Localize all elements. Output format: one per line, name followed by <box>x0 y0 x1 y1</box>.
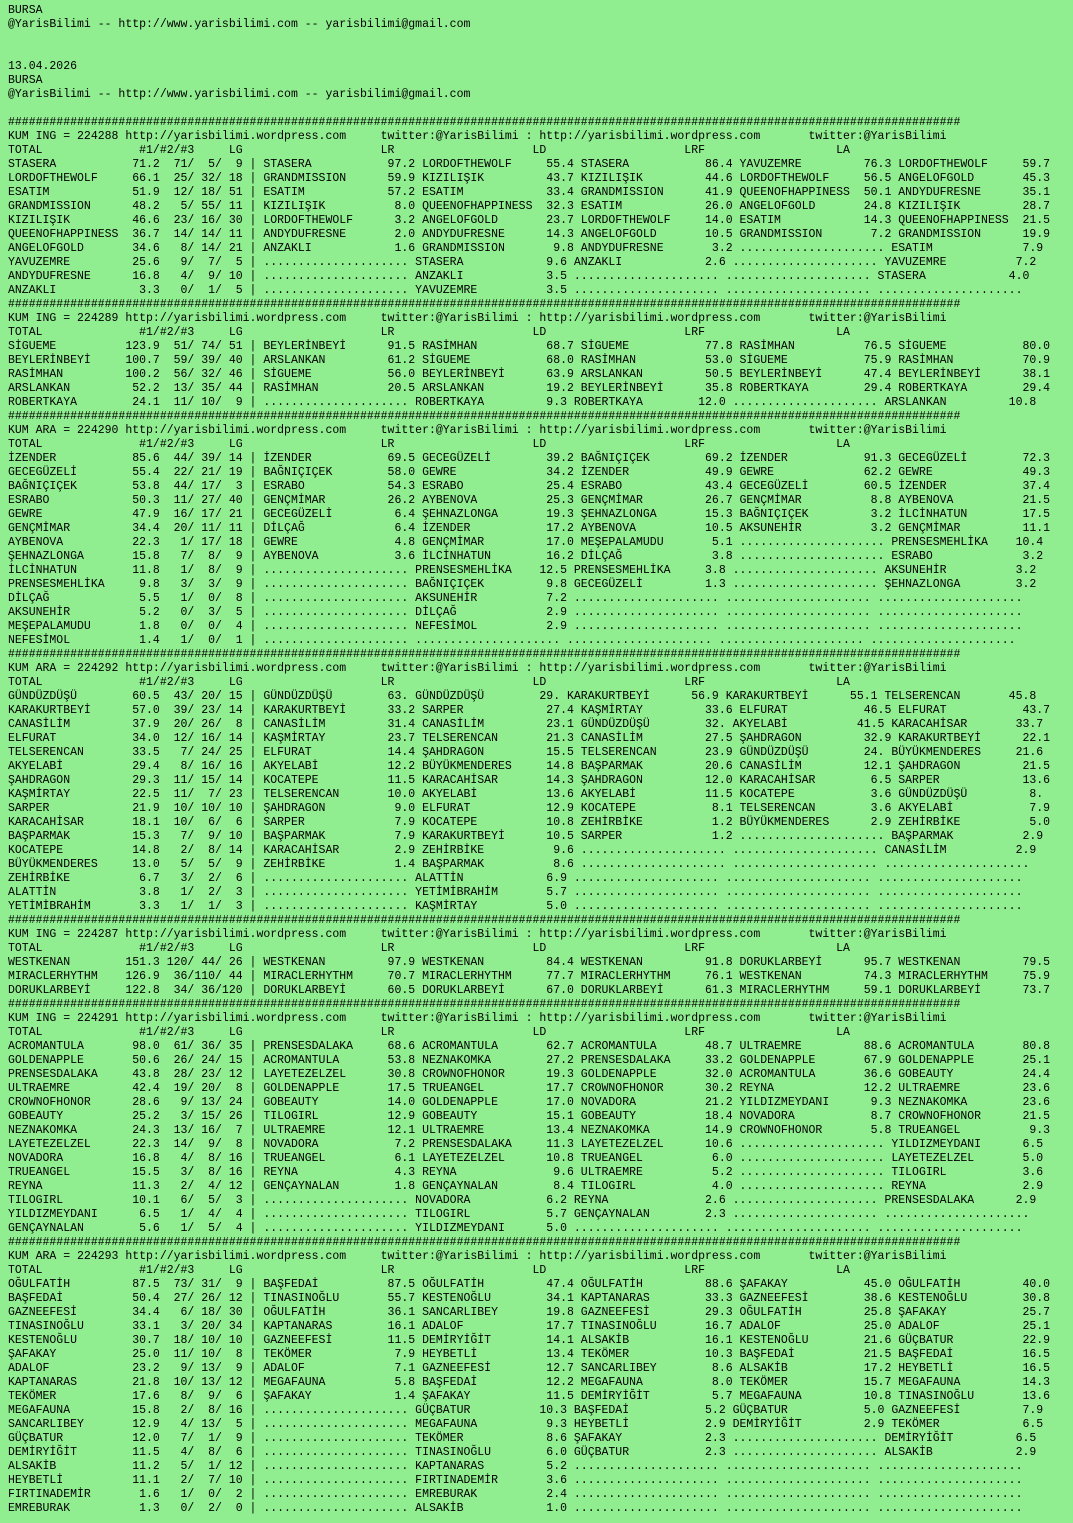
result-line: ZEHİRBİKE 6.7 3/ 2/ 6 | ..................... ALATTİN 6.9 ..................... ..................... ..................... <box>8 872 1023 885</box>
result-line: LAYETEZELZEL 22.3 14/ 9/ 8 | NOVADORA 7.2 PRENSESDALAKA 11.3 LAYETEZELZEL 10.6 ..................... YILDIZMEYDANI 6.5 <box>8 1138 1044 1151</box>
result-line: BEYLERİNBEYİ 100.7 59/ 39/ 40 | ARSLANKAN 61.2 SİGUEME 68.0 RASİMHAN 53.0 SİGUEME 75.9 RASİMHAN 70.9 <box>8 354 1051 367</box>
header-contact-repeat: @YarisBilimi -- http://www.yarisbilimi.com -- yarisbilimi@gmail.com <box>8 88 471 101</box>
result-line: WESTKENAN 151.3 120/ 44/ 26 | WESTKENAN 97.9 WESTKENAN 84.4 WESTKENAN 91.8 DORUKLARBEYİ 95.7 WESTKENAN 79.5 <box>8 956 1051 969</box>
result-line: ŞAFAKAY 25.0 11/ 10/ 8 | TEKÖMER 7.9 HEYBETLİ 13.4 TEKÖMER 10.3 BAŞFEDAİ 21.5 BAŞFEDAİ 16.5 <box>8 1348 1051 1361</box>
result-line: KAPTANARAS 21.8 10/ 13/ 12 | MEGAFAUNA 5.8 BAŞFEDAİ 12.2 MEGAFAUNA 8.0 TEKÖMER 15.7 MEGAFAUNA 14.3 <box>8 1376 1051 1389</box>
result-line: BAŞPARMAK 15.3 7/ 9/ 10 | BAŞPARMAK 7.9 KARAKURTBEYİ 10.5 SARPER 1.2 ..................... BAŞPARMAK 2.9 <box>8 830 1044 843</box>
header-city-repeat: BURSA <box>8 74 43 87</box>
result-line: GENÇMİMAR 34.4 20/ 11/ 11 | DİLÇAĞ 6.4 İZENDER 17.2 AYBENOVA 10.5 AKSUNEHİR 3.2 GENÇMİMAR 11.1 <box>8 522 1051 535</box>
result-line: KESTENOĞLU 30.7 18/ 10/ 10 | GAZNEEFESİ 11.5 DEMİRYİĞİT 14.1 ALSAKİB 16.1 KESTENOĞLU 21.6 GÜÇBATUR 22.9 <box>8 1334 1051 1347</box>
result-line: GRANDMISSION 48.2 5/ 55/ 11 | KIZILIŞIK 8.0 QUEENOFHAPPINESS 32.3 ESATIM 26.0 ANGELOFGOLD 24.8 KIZILIŞIK 28.7 <box>8 200 1051 213</box>
result-line: YILDIZMEYDANI 6.5 1/ 4/ 4 | ..................... TILOGIRL 5.7 GENÇAYNALAN 2.3 ..................... ..................... <box>8 1208 1030 1221</box>
result-line: TOTAL #1/#2/#3 LG LR LD LRF LA <box>8 438 850 451</box>
result-line: GÜÇBATUR 12.0 7/ 1/ 9 | ..................... TEKÖMER 8.6 ŞAFAKAY 2.3 ..................... DEMİRYİĞİT 6.5 <box>8 1432 1037 1445</box>
result-line: AYBENOVA 22.3 1/ 17/ 18 | GEWRE 4.8 GENÇMİMAR 17.0 MEŞEPALAMUDU 5.1 ..................... PRENSESMEHLİKA 10.4 <box>8 536 1044 549</box>
blank-line <box>8 102 1073 116</box>
result-line: CANASİLİM 37.9 20/ 26/ 8 | CANASİLİM 31.4 CANASİLİM 23.1 GÜNDÜZDÜŞÜ 32. AKYELABİ 41.5 KARACAHİSAR 33.7 <box>8 718 1044 731</box>
result-line: REYNA 11.3 2/ 4/ 12 | GENÇAYNALAN 1.8 GENÇAYNALAN 8.4 TILOGIRL 4.0 ..................... REYNA 2.9 <box>8 1180 1044 1193</box>
result-line: KUM ARA = 224293 http://yarisbilimi.wordpress.com twitter:@YarisBilimi : http://yarisbilimi.wordpress.com twitter:@YarisBilimi <box>8 1250 947 1263</box>
result-line: ########################################################################################################################################## <box>8 116 961 129</box>
report-date: 13.04.2026 <box>8 60 78 73</box>
result-line: YAVUZEMRE 25.6 9/ 7/ 5 | ..................... STASERA 9.6 ANZAKLI 2.6 ..................... YAVUZEMRE 7.2 <box>8 256 1037 269</box>
result-line: TOTAL #1/#2/#3 LG LR LD LRF LA <box>8 326 850 339</box>
result-line: KUM ING = 224287 http://yarisbilimi.wordpress.com twitter:@YarisBilimi : http://yarisbilimi.wordpress.com twitter:@YarisBilimi <box>8 928 947 941</box>
result-line: ALATTİN 3.8 1/ 2/ 3 | ..................... YETİMİBRAHİM 5.7 ..................... ..................... ..................... <box>8 886 1023 899</box>
result-line: LORDOFTHEWOLF 66.1 25/ 32/ 18 | GRANDMISSION 59.9 KIZILIŞIK 43.7 KIZILIŞIK 44.6 LORDOFTHEWOLF 56.5 ANGELOFGOLD 45.3 <box>8 172 1051 185</box>
result-line: GENÇAYNALAN 5.6 1/ 5/ 4 | ..................... YILDIZMEYDANI 5.0 ..................... ..................... ..................... <box>8 1222 1023 1235</box>
result-line: BAŞFEDAİ 50.4 27/ 26/ 12 | TINASINOĞLU 55.7 KESTENOĞLU 34.1 KAPTANARAS 33.3 GAZNEEFESİ 38.6 KESTENOĞLU 30.8 <box>8 1292 1051 1305</box>
result-line: CROWNOFHONOR 28.6 9/ 13/ 24 | GOBEAUTY 14.0 GOLDENAPPLE 17.0 NOVADORA 21.2 YILDIZMEYDANI 9.3 NEZNAKOMKA 23.6 <box>8 1096 1051 1109</box>
result-line: SARPER 21.9 10/ 10/ 10 | ŞAHDRAGON 9.0 ELFURAT 12.9 KOCATEPE 8.1 TELSERENCAN 3.6 AKYELABİ 7.9 <box>8 802 1051 815</box>
result-line: TINASINOĞLU 33.1 3/ 20/ 34 | KAPTANARAS 16.1 ADALOF 17.7 TINASINOĞLU 16.7 ADALOF 25.0 ADALOF 25.1 <box>8 1320 1051 1333</box>
result-line: AKSUNEHİR 5.2 0/ 3/ 5 | ..................... DİLÇAĞ 2.9 ..................... ..................... ..................... <box>8 606 1023 619</box>
result-line: İZENDER 85.6 44/ 39/ 14 | İZENDER 69.5 GECEGÜZELİ 39.2 BAĞNIÇIÇEK 69.2 İZENDER 91.3 GECEGÜZELİ 72.3 <box>8 452 1051 465</box>
result-line: ANGELOFGOLD 34.6 8/ 14/ 21 | ANZAKLI 1.6 GRANDMISSION 9.8 ANDYDUFRESNE 3.2 ..................... ESATIM 7.9 <box>8 242 1044 255</box>
blank-line <box>8 32 1073 46</box>
result-line: BÜYÜKMENDERES 13.0 5/ 5/ 9 | ZEHİRBİKE 1.4 BAŞPARMAK 8.6 ..................... ..................... ..................... <box>8 858 1030 871</box>
result-line: PRENSESDALAKA 43.8 28/ 23/ 12 | LAYETEZELZEL 30.8 CROWNOFHONOR 19.3 GOLDENAPPLE 32.0 ACROMANTULA 36.6 GOBEAUTY 24.4 <box>8 1068 1051 1081</box>
result-line: QUEENOFHAPPINESS 36.7 14/ 14/ 11 | ANDYDUFRESNE 2.0 ANDYDUFRESNE 14.3 ANGELOFGOLD 10.5 GRANDMISSION 7.2 GRANDMISSION 19.9 <box>8 228 1051 241</box>
result-line: GAZNEEFESİ 34.4 6/ 18/ 30 | OĞULFATİH 36.1 SANCARLIBEY 19.8 GAZNEEFESİ 29.3 OĞULFATİH 25.8 ŞAFAKAY 25.7 <box>8 1306 1051 1319</box>
result-line: ARSLANKAN 52.2 13/ 35/ 44 | RASİMHAN 20.5 ARSLANKAN 19.2 BEYLERİNBEYİ 35.8 ROBERTKAYA 29.4 ROBERTKAYA 29.4 <box>8 382 1051 395</box>
result-line: ########################################################################################################################################## <box>8 410 961 423</box>
result-line: NEFESİMOL 1.4 1/ 0/ 1 | ..................... ..................... ..................... ..................... ..................... <box>8 634 1016 647</box>
result-line: GOBEAUTY 25.2 3/ 15/ 26 | TILOGIRL 12.9 GOBEAUTY 15.1 GOBEAUTY 18.4 NOVADORA 8.7 CROWNOFHONOR 21.5 <box>8 1110 1051 1123</box>
result-line: TOTAL #1/#2/#3 LG LR LD LRF LA <box>8 1264 850 1277</box>
result-line: HEYBETLİ 11.1 2/ 7/ 10 | ..................... FIRTINADEMİR 3.6 ..................... ..................... ..................... <box>8 1474 1023 1487</box>
result-line: FIRTINADEMİR 1.6 1/ 0/ 2 | ..................... EMREBURAK 2.4 ..................... ..................... ..................... <box>8 1488 1023 1501</box>
result-line: EMREBURAK 1.3 0/ 2/ 0 | ..................... ALSAKİB 1.0 ..................... ..................... ..................... <box>8 1502 1023 1515</box>
result-line: ########################################################################################################################################## <box>8 298 961 311</box>
result-line: DORUKLARBEYİ 122.8 34/ 36/120 | DORUKLARBEYİ 60.5 DORUKLARBEYİ 67.0 DORUKLARBEYİ 61.3 MIRACLERHYTHM 59.1 DORUKLARBEYİ 73.7 <box>8 984 1051 997</box>
result-line: TOTAL #1/#2/#3 LG LR LD LRF LA <box>8 144 850 157</box>
result-line: KIZILIŞIK 46.6 23/ 16/ 30 | LORDOFTHEWOLF 3.2 ANGELOFGOLD 23.7 LORDOFTHEWOLF 14.0 ESATIM 14.3 QUEENOFHAPPINESS 21.5 <box>8 214 1051 227</box>
result-line: TEKÖMER 17.6 8/ 9/ 6 | ŞAFAKAY 1.4 ŞAFAKAY 11.5 DEMİRYİĞİT 5.7 MEGAFAUNA 10.8 TINASINOĞLU 13.6 <box>8 1390 1051 1403</box>
result-line: GEWRE 47.9 16/ 17/ 21 | GECEGÜZELİ 6.4 ŞEHNAZLONGA 19.3 ŞEHNAZLONGA 15.3 BAĞNIÇIÇEK 3.2 İLCİNHATUN 17.5 <box>8 508 1051 521</box>
blank-line <box>8 46 1073 60</box>
result-line: ŞAHDRAGON 29.3 11/ 15/ 14 | KOCATEPE 11.5 KARACAHİSAR 14.3 ŞAHDRAGON 12.0 KARACAHİSAR 6.5 SARPER 13.6 <box>8 774 1051 787</box>
result-line: RASİMHAN 100.2 56/ 32/ 46 | SİGUEME 56.0 BEYLERİNBEYİ 63.9 ARSLANKAN 50.5 BEYLERİNBEYİ 47.4 BEYLERİNBEYİ 38.1 <box>8 368 1051 381</box>
result-line: BAĞNIÇIÇEK 53.8 44/ 17/ 3 | ESRABO 54.3 ESRABO 25.4 ESRABO 43.4 GECEGÜZELİ 60.5 İZENDER 37.4 <box>8 480 1051 493</box>
result-line: KUM ARA = 224292 http://yarisbilimi.wordpress.com twitter:@YarisBilimi : http://yarisbilimi.wordpress.com twitter:@YarisBilimi <box>8 662 947 675</box>
result-line: ELFURAT 34.0 12/ 16/ 14 | KAŞMİRTAY 23.7 TELSERENCAN 21.3 CANASİLİM 27.5 ŞAHDRAGON 32.9 KARAKURTBEYİ 22.1 <box>8 732 1051 745</box>
result-line: TOTAL #1/#2/#3 LG LR LD LRF LA <box>8 1026 850 1039</box>
result-line: ADALOF 23.2 9/ 13/ 9 | ADALOF 7.1 GAZNEEFESİ 12.7 SANCARLIBEY 8.6 ALSAKİB 17.2 HEYBETLİ 16.5 <box>8 1362 1051 1375</box>
result-line: STASERA 71.2 71/ 5/ 9 | STASERA 97.2 LORDOFTHEWOLF 55.4 STASERA 86.4 YAVUZEMRE 76.3 LORDOFTHEWOLF 59.7 <box>8 158 1051 171</box>
race-results-listing <box>8 116 1073 1516</box>
result-line: ALSAKİB 11.2 5/ 1/ 12 | ..................... KAPTANARAS 5.2 ..................... ..................... ..................... <box>8 1460 1023 1473</box>
result-line: KUM ARA = 224290 http://yarisbilimi.wordpress.com twitter:@YarisBilimi : http://yarisbilimi.wordpress.com twitter:@YarisBilimi <box>8 424 947 437</box>
result-line: MEŞEPALAMUDU 1.8 0/ 0/ 4 | ..................... NEFESİMOL 2.9 ..................... ..................... ..................... <box>8 620 1023 633</box>
result-line: TOTAL #1/#2/#3 LG LR LD LRF LA <box>8 676 850 689</box>
result-line: GÜNDÜZDÜŞÜ 60.5 43/ 20/ 15 | GÜNDÜZDÜŞÜ 63. GÜNDÜZDÜŞÜ 29. KARAKURTBEYİ 56.9 KARAKURTBEYİ 55.1 TELSERENCAN 45.8 <box>8 690 1037 703</box>
result-line: AKYELABİ 29.4 8/ 16/ 16 | AKYELABİ 12.2 BÜYÜKMENDERES 14.8 BAŞPARMAK 20.6 CANASİLİM 12.1 ŞAHDRAGON 21.5 <box>8 760 1051 773</box>
result-line: KUM ING = 224289 http://yarisbilimi.wordpress.com twitter:@YarisBilimi : http://yarisbilimi.wordpress.com twitter:@YarisBilimi <box>8 312 947 325</box>
result-line: ########################################################################################################################################## <box>8 1236 961 1249</box>
result-line: ANZAKLI 3.3 0/ 1/ 5 | ..................... YAVUZEMRE 3.5 ..................... ..................... ..................... <box>8 284 1023 297</box>
result-line: KUM ING = 224288 http://yarisbilimi.wordpress.com twitter:@YarisBilimi : http://yarisbilimi.wordpress.com twitter:@YarisBilimi <box>8 130 947 143</box>
result-line: TRUEANGEL 15.5 3/ 8/ 16 | REYNA 4.3 REYNA 9.6 ULTRAEMRE 5.2 ..................... TILOGIRL 3.6 <box>8 1166 1044 1179</box>
result-line: ANDYDUFRESNE 16.8 4/ 9/ 10 | ..................... ANZAKLI 3.5 ..................... ..................... STASERA 4.0 <box>8 270 1030 283</box>
result-line: KUM ING = 224291 http://yarisbilimi.wordpress.com twitter:@YarisBilimi : http://yarisbilimi.wordpress.com twitter:@YarisBilimi <box>8 1012 947 1025</box>
result-line: KAŞMİRTAY 22.5 11/ 7/ 23 | TELSERENCAN 10.0 AKYELABİ 13.6 AKYELABİ 11.5 KOCATEPE 3.6 GÜNDÜZDÜŞÜ 8. <box>8 788 1044 801</box>
result-line: GECEGÜZELİ 55.4 22/ 21/ 19 | BAĞNIÇIÇEK 58.0 GEWRE 34.2 İZENDER 49.9 GEWRE 62.2 GEWRE 49.3 <box>8 466 1051 479</box>
header-city: BURSA <box>8 4 43 17</box>
result-line: PRENSESMEHLİKA 9.8 3/ 3/ 9 | ..................... BAĞNIÇIÇEK 9.8 GECEGÜZELİ 1.3 ..................... ŞEHNAZLONGA 3.2 <box>8 578 1037 591</box>
result-line: OĞULFATİH 87.5 73/ 31/ 9 | BAŞFEDAİ 87.5 OĞULFATİH 47.4 OĞULFATİH 88.6 ŞAFAKAY 45.0 OĞULFATİH 40.0 <box>8 1278 1051 1291</box>
result-line: ########################################################################################################################################## <box>8 648 961 661</box>
result-line: ŞEHNAZLONGA 15.8 7/ 8/ 9 | AYBENOVA 3.6 İLCİNHATUN 16.2 DİLÇAĞ 3.8 ..................... ESRABO 3.2 <box>8 550 1044 563</box>
result-line: MIRACLERHYTHM 126.9 36/110/ 44 | MIRACLERHYTHM 70.7 MIRACLERHYTHM 77.7 MIRACLERHYTHM 76.1 WESTKENAN 74.3 MIRACLERHYTHM 75.9 <box>8 970 1051 983</box>
result-line: İLCİNHATUN 11.8 1/ 8/ 9 | ..................... PRENSESMEHLİKA 12.5 PRENSESMEHLİKA 3.8 ..................... AKSUNEHİR 3.2 <box>8 564 1037 577</box>
result-line: TOTAL #1/#2/#3 LG LR LD LRF LA <box>8 942 850 955</box>
result-line: DİLÇAĞ 5.5 1/ 0/ 8 | ..................... AKSUNEHİR 7.2 ..................... ..................... ..................... <box>8 592 1023 605</box>
result-line: NEZNAKOMKA 24.3 13/ 16/ 7 | ULTRAEMRE 12.1 ULTRAEMRE 13.4 NEZNAKOMKA 14.9 CROWNOFHONOR 5.8 TRUEANGEL 9.3 <box>8 1124 1051 1137</box>
result-line: TELSERENCAN 33.5 7/ 24/ 25 | ELFURAT 14.4 ŞAHDRAGON 15.5 TELSERENCAN 23.9 GÜNDÜZDÜŞÜ 24. BÜYÜKMENDERES 21.6 <box>8 746 1044 759</box>
header-contact: @YarisBilimi -- http://www.yarisbilimi.com -- yarisbilimi@gmail.com <box>8 18 471 31</box>
result-line: ########################################################################################################################################## <box>8 914 961 927</box>
result-line: ESRABO 50.3 11/ 27/ 40 | GENÇMİMAR 26.2 AYBENOVA 25.3 GENÇMİMAR 26.7 GENÇMİMAR 8.8 AYBENOVA 21.5 <box>8 494 1051 507</box>
result-line: SANCARLIBEY 12.9 4/ 13/ 5 | ..................... MEGAFAUNA 9.3 HEYBETLİ 2.9 DEMİRYİĞİT 2.9 TEKÖMER 6.5 <box>8 1418 1044 1431</box>
result-line: ROBERTKAYA 24.1 11/ 10/ 9 | ..................... ROBERTKAYA 9.3 ROBERTKAYA 12.0 ..................... ARSLANKAN 10.8 <box>8 396 1037 409</box>
result-line: YETİMİBRAHİM 3.3 1/ 1/ 3 | ..................... KAŞMİRTAY 5.0 ..................... ..................... ..................... <box>8 900 1023 913</box>
result-line: NOVADORA 16.8 4/ 8/ 16 | TRUEANGEL 6.1 LAYETEZELZEL 10.8 TRUEANGEL 6.0 ..................... LAYETEZELZEL 5.0 <box>8 1152 1044 1165</box>
result-line: MEGAFAUNA 15.8 2/ 8/ 16 | ..................... GÜÇBATUR 10.3 BAŞFEDAİ 5.2 GÜÇBATUR 5.0 GAZNEEFESİ 7.9 <box>8 1404 1044 1417</box>
result-line: KOCATEPE 14.8 2/ 8/ 14 | KARACAHİSAR 2.9 ZEHİRBİKE 9.6 ..................... ..................... CANASİLİM 2.9 <box>8 844 1037 857</box>
result-line: ESATIM 51.9 12/ 18/ 51 | ESATIM 57.2 ESATIM 33.4 GRANDMISSION 41.9 QUEENOFHAPPINESS 50.1 ANDYDUFRESNE 35.1 <box>8 186 1051 199</box>
result-line: ########################################################################################################################################## <box>8 998 961 1011</box>
result-line: ACROMANTULA 98.0 61/ 36/ 35 | PRENSESDALAKA 68.6 ACROMANTULA 62.7 ACROMANTULA 48.7 ULTRAEMRE 88.6 ACROMANTULA 80.8 <box>8 1040 1051 1053</box>
result-line: KARAKURTBEYİ 57.0 39/ 23/ 14 | KARAKURTBEYİ 33.2 SARPER 27.4 KAŞMİRTAY 33.6 ELFURAT 46.5 ELFURAT 43.7 <box>8 704 1051 717</box>
result-line: TILOGIRL 10.1 6/ 5/ 3 | ..................... NOVADORA 6.2 REYNA 2.6 ..................... PRENSESDALAKA 2.9 <box>8 1194 1037 1207</box>
result-line: GOLDENAPPLE 50.6 26/ 24/ 15 | ACROMANTULA 53.8 NEZNAKOMKA 27.2 PRENSESDALAKA 33.2 GOLDENAPPLE 67.9 GOLDENAPPLE 25.1 <box>8 1054 1051 1067</box>
result-line: ULTRAEMRE 42.4 19/ 20/ 8 | GOLDENAPPLE 17.5 TRUEANGEL 17.7 CROWNOFHONOR 30.2 REYNA 12.2 ULTRAEMRE 23.6 <box>8 1082 1051 1095</box>
result-line: DEMİRYİĞİT 11.5 4/ 8/ 6 | ..................... TINASINOĞLU 6.0 GÜÇBATUR 2.3 ..................... ALSAKİB 2.9 <box>8 1446 1037 1459</box>
result-line: KARACAHİSAR 18.1 10/ 6/ 6 | SARPER 7.9 KOCATEPE 10.8 ZEHİRBİKE 1.2 BÜYÜKMENDERES 2.9 ZEHİRBİKE 5.0 <box>8 816 1051 829</box>
result-line: SİGUEME 123.9 51/ 74/ 51 | BEYLERİNBEYİ 91.5 RASİMHAN 68.7 SİGUEME 77.8 RASİMHAN 76.5 SİGUEME 80.0 <box>8 340 1051 353</box>
